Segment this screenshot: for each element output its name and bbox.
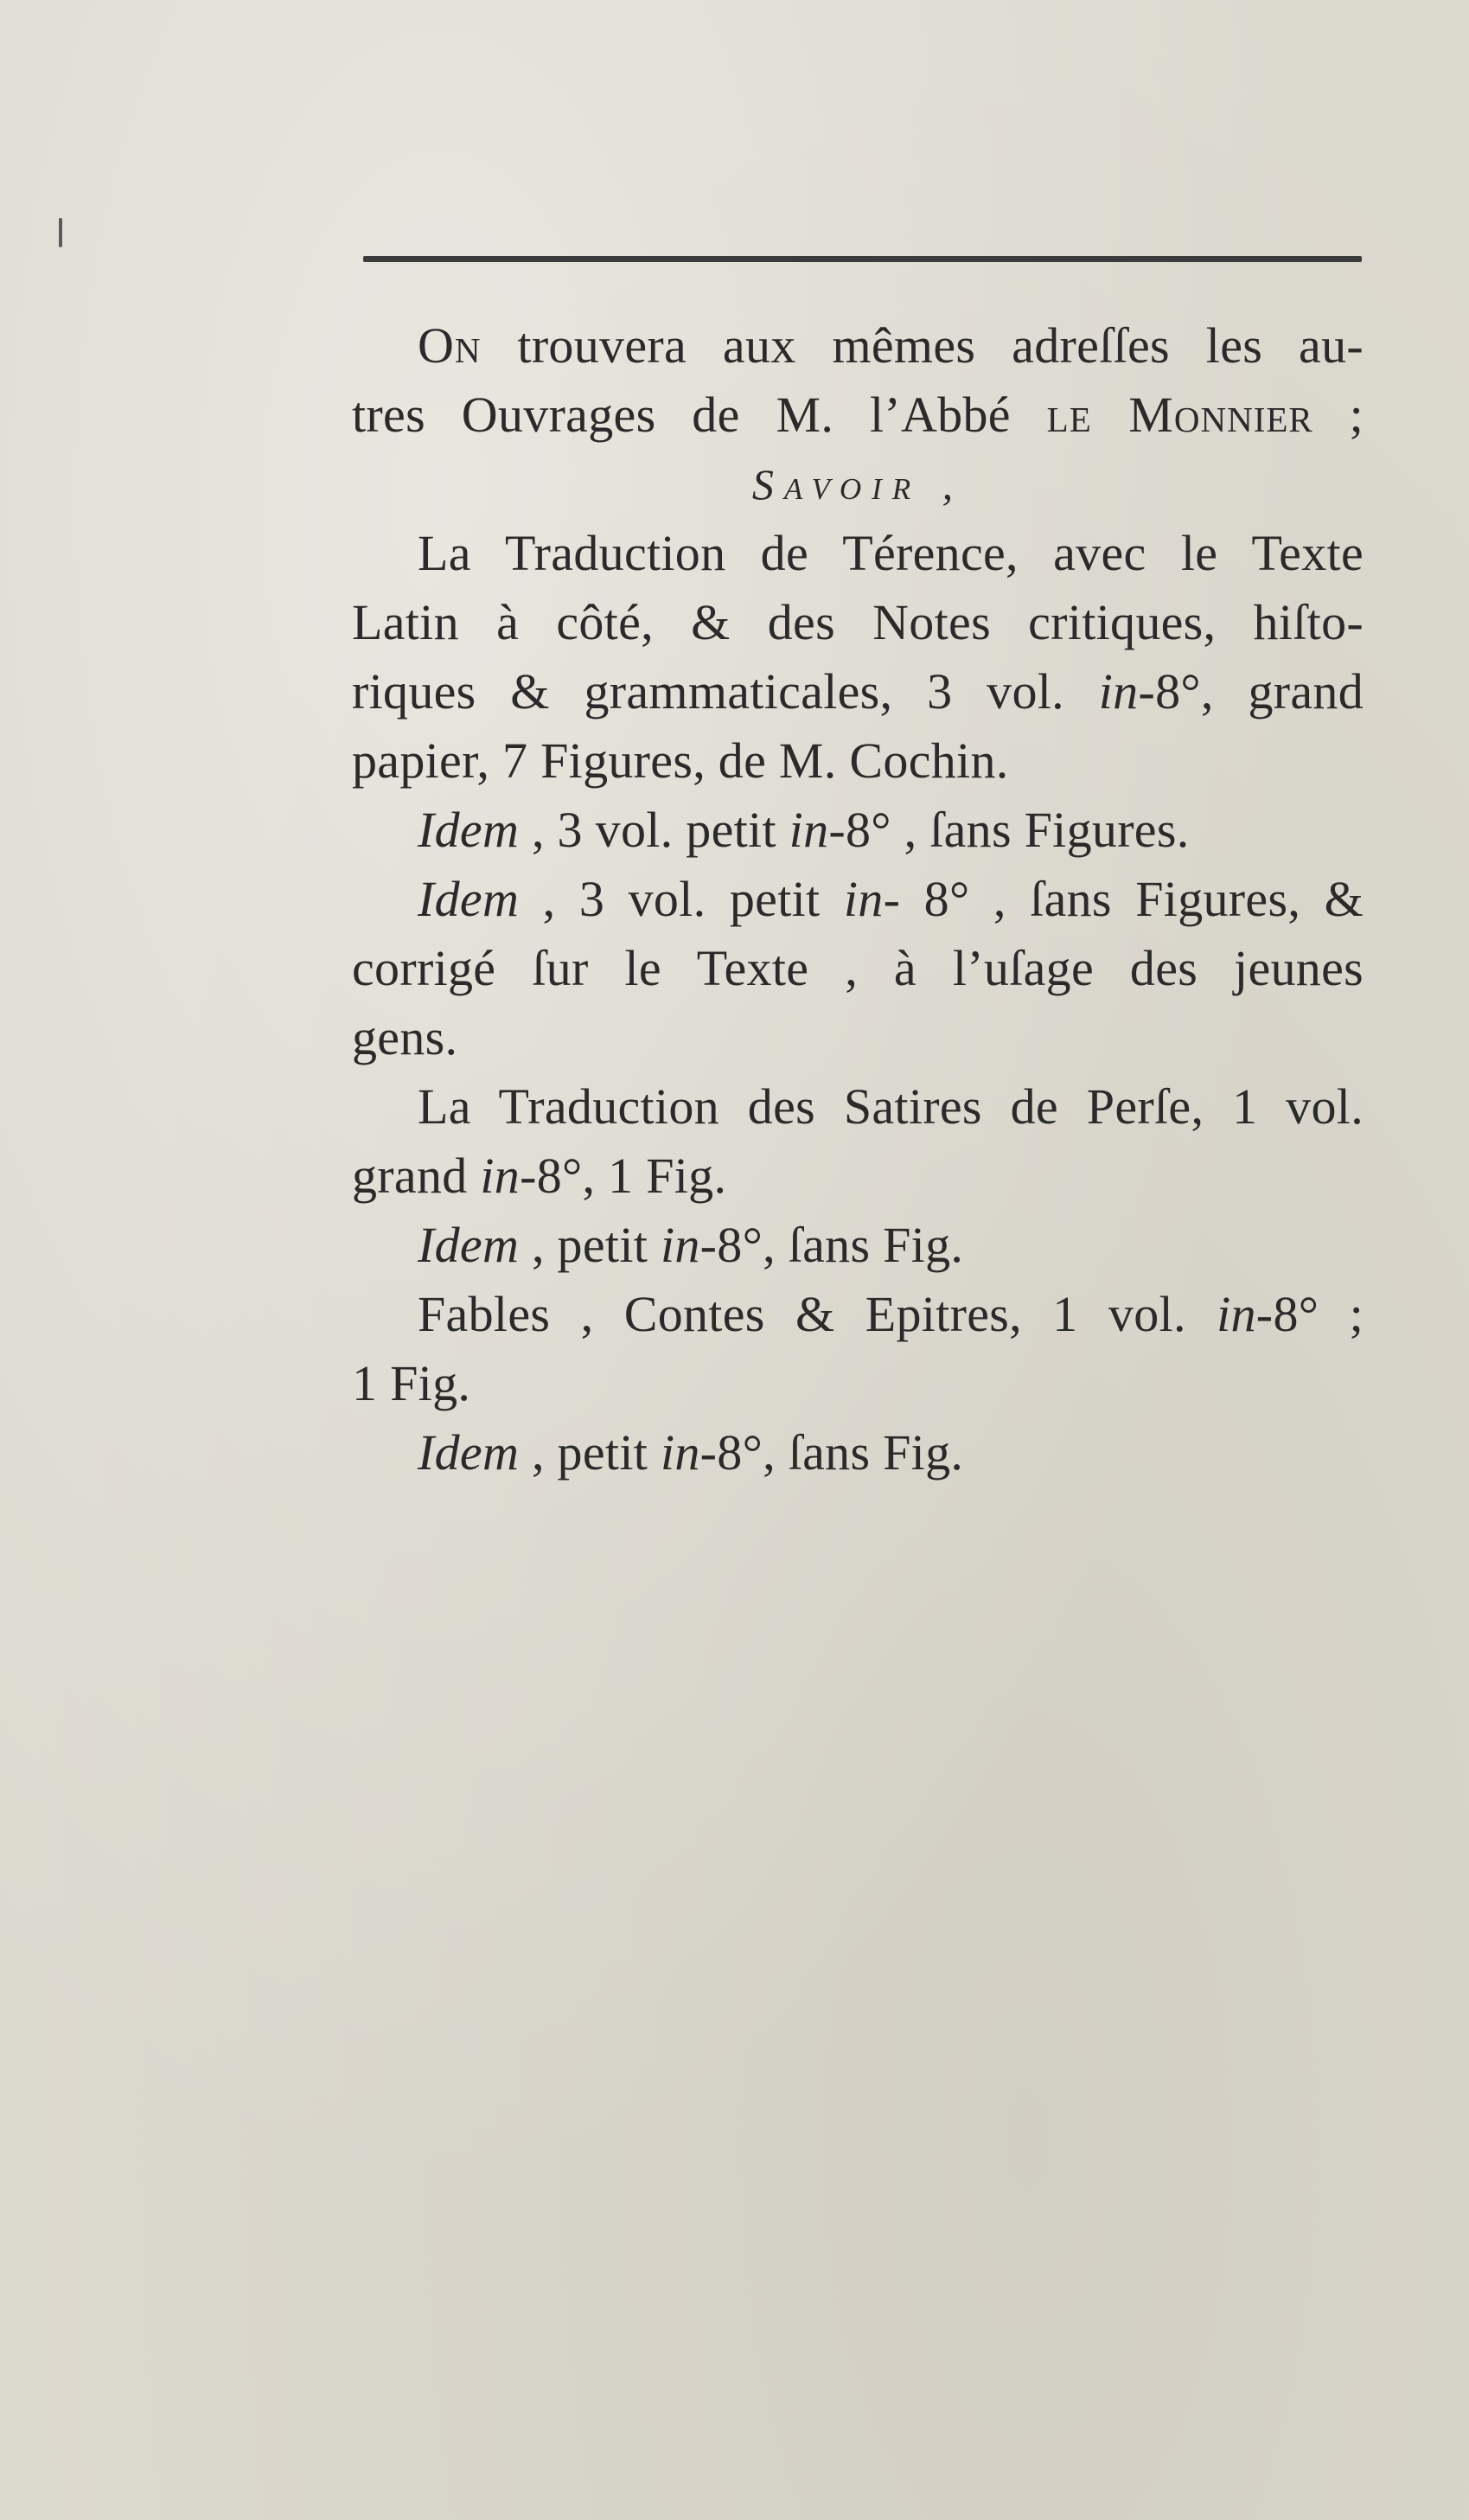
- entry-idem-4: [352, 1418, 1364, 1487]
- notice-line-2-text: tres Ouvrages de M. l’Abbé: [352, 387, 1047, 443]
- entry-idem-1-text: , 3 vol. petit: [519, 802, 789, 858]
- format-label: in-: [480, 1148, 537, 1204]
- entry-idem-3-end: 8°, ſans Fig.: [717, 1217, 964, 1273]
- entry-perse-line-2: [352, 1142, 1364, 1211]
- entry-idem-3-text: , petit: [519, 1217, 661, 1273]
- header-rule: [363, 256, 1362, 262]
- entry-fables-line-1-end: 8° ;: [1273, 1286, 1364, 1342]
- entry-terence-line-3-end: 8°, grand: [1155, 663, 1364, 720]
- notice-line-1: [352, 311, 1364, 381]
- savoir-heading: Savoir ,: [751, 460, 964, 508]
- entry-terence-line-1: La Traduction de Térence, avec le Texte: [418, 525, 1364, 581]
- entry-idem-2-end: 8° , ſans Figures, &: [900, 871, 1364, 927]
- entry-fables-line-1-text: Fables , Contes & Epitres, 1 vol.: [418, 1286, 1217, 1342]
- entry-terence-line-3: [352, 657, 1364, 726]
- entry-idem-3: [352, 1211, 1364, 1280]
- idem-label: Idem: [418, 1217, 520, 1273]
- entry-idem-2-line-3: gens.: [352, 1009, 458, 1065]
- entry-idem-2-line-2: corrigé ſur le Texte , à l’uſage des jeunes: [352, 940, 1364, 996]
- entry-idem-1: [352, 796, 1364, 865]
- notice-lead: On: [418, 317, 482, 374]
- author-name: le Monnier: [1046, 387, 1313, 443]
- format-label: in-: [660, 1217, 718, 1273]
- entry-idem-2-line-1: [352, 865, 1364, 934]
- entry-idem-1-end: 8° , ſans Figures.: [846, 802, 1190, 858]
- format-label: in-: [1098, 663, 1156, 720]
- entry-fables-line-1: [352, 1280, 1364, 1349]
- idem-label: Idem: [418, 871, 520, 927]
- entry-idem-2-text: , 3 vol. petit: [519, 871, 844, 927]
- entry-fables-line-2: 1 Fig.: [352, 1355, 471, 1411]
- format-label: in-: [843, 871, 901, 927]
- entry-perse-line-2-end: 8°, 1 Fig.: [536, 1148, 727, 1204]
- idem-label: Idem: [418, 802, 520, 858]
- entry-terence-line-2: Latin à côté, & des Notes critiques, hiſto-: [352, 594, 1364, 650]
- entry-terence-line-3-text: riques & grammaticales, 3 vol.: [352, 663, 1099, 720]
- format-label: in-: [660, 1424, 718, 1481]
- entry-idem-4-end: 8°, ſans Fig.: [717, 1424, 964, 1481]
- entry-perse-line-1: La Traduction des Satires de Perſe, 1 vol.: [418, 1078, 1364, 1135]
- notice-line-2-end: ;: [1313, 387, 1364, 443]
- margin-mark: [59, 218, 62, 247]
- entry-perse-line-2-text: grand: [352, 1148, 481, 1204]
- notice-line-1-text: trouvera aux mêmes adreſſes les au-: [481, 317, 1364, 374]
- entry-idem-4-text: , petit: [519, 1424, 661, 1481]
- notice-text: [352, 311, 1364, 1487]
- entry-terence-line-4: papier, 7 Figures, de M. Cochin.: [352, 732, 1009, 789]
- format-label: in-: [789, 802, 846, 858]
- notice-line-2: [352, 381, 1364, 450]
- idem-label: Idem: [418, 1424, 520, 1481]
- format-label: in-: [1217, 1286, 1274, 1342]
